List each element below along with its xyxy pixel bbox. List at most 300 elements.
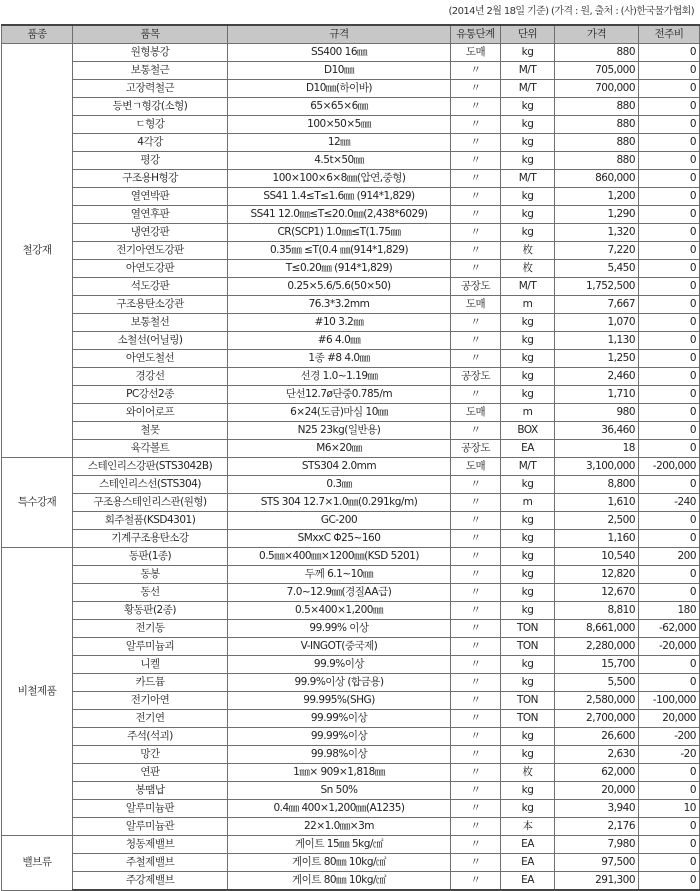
source-note: (2014년 2월 18일 기준) (가격 : 원, 출처 : (사)한국물가협회): [448, 6, 694, 17]
item-name-cell: 와이어로프: [73, 404, 228, 422]
spec-cell: 0.5×400×1,200㎜: [228, 602, 451, 620]
item-name-cell: 소철선(어닐링): [73, 332, 228, 350]
weekly-change-cell: -20: [639, 746, 700, 764]
table-row: [2, 386, 700, 404]
price-cell: 18: [555, 440, 639, 458]
price-cell: 2,700,000: [555, 710, 639, 728]
spec-cell: 12㎜: [228, 134, 451, 152]
price-cell: 7,980: [555, 836, 639, 854]
distribution-stage-cell: 〃: [451, 566, 501, 584]
price-cell: 980: [555, 404, 639, 422]
unit-cell: m: [501, 296, 555, 314]
category-cell: 특수강재: [2, 458, 73, 548]
price-cell: 1,200: [555, 188, 639, 206]
spec-cell: 6×24(도금)마심 10㎜: [228, 404, 451, 422]
unit-cell: TON: [501, 692, 555, 710]
unit-cell: kg: [501, 728, 555, 746]
weekly-change-cell: 20,000: [639, 710, 700, 728]
spec-cell: 99.98%이상: [228, 746, 451, 764]
spec-cell: 0.35㎜ ≤T(0.4 ㎜(914*1,829): [228, 242, 451, 260]
spec-cell: V-INGOT(중국제): [228, 638, 451, 656]
distribution-stage-cell: 〃: [451, 242, 501, 260]
distribution-stage-cell: 〃: [451, 206, 501, 224]
distribution-stage-cell: 〃: [451, 62, 501, 80]
item-name-cell: 냉연강판: [73, 224, 228, 242]
item-name-cell: 알루미늄관: [73, 818, 228, 836]
price-cell: 1,070: [555, 314, 639, 332]
table-row: [2, 512, 700, 530]
unit-cell: kg: [501, 314, 555, 332]
unit-cell: BOX: [501, 422, 555, 440]
distribution-stage-cell: 〃: [451, 422, 501, 440]
price-cell: 1,130: [555, 332, 639, 350]
unit-cell: kg: [501, 584, 555, 602]
unit-cell: kg: [501, 188, 555, 206]
weekly-change-cell: 0: [639, 62, 700, 80]
weekly-change-cell: 0: [639, 242, 700, 260]
table-row: [2, 764, 700, 782]
distribution-stage-cell: 〃: [451, 260, 501, 278]
unit-cell: EA: [501, 440, 555, 458]
weekly-change-cell: 0: [639, 656, 700, 674]
distribution-stage-cell: 〃: [451, 674, 501, 692]
distribution-stage-cell: 〃: [451, 836, 501, 854]
weekly-change-cell: 0: [639, 836, 700, 854]
item-name-cell: 주석(석괴): [73, 728, 228, 746]
weekly-change-cell: 0: [639, 98, 700, 116]
weekly-change-cell: 0: [639, 134, 700, 152]
weekly-change-cell: 0: [639, 674, 700, 692]
column-header-price: 가격: [555, 25, 639, 44]
column-header-spec: 규격: [228, 25, 451, 44]
item-name-cell: 열연박판: [73, 188, 228, 206]
item-name-cell: 동판(1종): [73, 548, 228, 566]
unit-cell: 枚: [501, 260, 555, 278]
weekly-change-cell: 0: [639, 476, 700, 494]
unit-cell: kg: [501, 116, 555, 134]
unit-cell: kg: [501, 602, 555, 620]
column-header-distribution: 유통단계: [451, 25, 501, 44]
distribution-stage-cell: 〃: [451, 782, 501, 800]
table-row: [2, 620, 700, 638]
item-name-cell: 아연도철선: [73, 350, 228, 368]
price-cell: 2,580,000: [555, 692, 639, 710]
price-cell: 62,000: [555, 764, 639, 782]
spec-cell: 100×100×6×8㎜(압연,중형): [228, 170, 451, 188]
spec-cell: 1종 #8 4.0㎜: [228, 350, 451, 368]
item-name-cell: 4각강: [73, 134, 228, 152]
table-row: [2, 188, 700, 206]
table-row: [2, 818, 700, 836]
category-cell: 철강재: [2, 44, 73, 458]
weekly-change-cell: 0: [639, 764, 700, 782]
unit-cell: 枚: [501, 242, 555, 260]
table-row: [2, 152, 700, 170]
table-row: [2, 62, 700, 80]
table-row: [2, 782, 700, 800]
distribution-stage-cell: 〃: [451, 134, 501, 152]
price-cell: 8,800: [555, 476, 639, 494]
distribution-stage-cell: 〃: [451, 854, 501, 872]
column-header-item: 품목: [73, 25, 228, 44]
item-name-cell: 전기연: [73, 710, 228, 728]
distribution-stage-cell: 〃: [451, 872, 501, 891]
distribution-stage-cell: 〃: [451, 638, 501, 656]
item-name-cell: 고장력철근: [73, 80, 228, 98]
price-cell: 880: [555, 44, 639, 62]
weekly-change-cell: 0: [639, 80, 700, 98]
unit-cell: 本: [501, 818, 555, 836]
spec-cell: 선경 1.0~1.19㎜: [228, 368, 451, 386]
unit-cell: m: [501, 404, 555, 422]
table-row: [2, 206, 700, 224]
spec-cell: 7.0~12.9㎜(경질AA급): [228, 584, 451, 602]
unit-cell: M/T: [501, 458, 555, 476]
spec-cell: SS41 1.4≤T≤1.6㎜ (914*1,829): [228, 188, 451, 206]
distribution-stage-cell: 도매: [451, 404, 501, 422]
unit-cell: TON: [501, 638, 555, 656]
unit-cell: kg: [501, 476, 555, 494]
table-row: [2, 494, 700, 512]
weekly-change-cell: 0: [639, 332, 700, 350]
weekly-change-cell: 0: [639, 296, 700, 314]
item-name-cell: 회주철품(KSD4301): [73, 512, 228, 530]
unit-cell: kg: [501, 674, 555, 692]
spec-cell: T≤0.20㎜ (914*1,829): [228, 260, 451, 278]
table-row: [2, 314, 700, 332]
item-name-cell: 구조용H형강: [73, 170, 228, 188]
unit-cell: EA: [501, 854, 555, 872]
distribution-stage-cell: 〃: [451, 530, 501, 548]
table-row: [2, 548, 700, 566]
distribution-stage-cell: 〃: [451, 548, 501, 566]
weekly-change-cell: 0: [639, 152, 700, 170]
spec-cell: 게이트 15㎜ 5kg/㎠: [228, 836, 451, 854]
table-row: [2, 278, 700, 296]
weekly-change-cell: -100,000: [639, 692, 700, 710]
spec-cell: 99.99% 이상: [228, 620, 451, 638]
price-cell: 700,000: [555, 80, 639, 98]
item-name-cell: 석도강판: [73, 278, 228, 296]
price-table: [1, 24, 700, 891]
spec-cell: 65×65×6㎜: [228, 98, 451, 116]
distribution-stage-cell: 〃: [451, 188, 501, 206]
spec-cell: Sn 50%: [228, 782, 451, 800]
weekly-change-cell: 0: [639, 854, 700, 872]
price-cell: 7,220: [555, 242, 639, 260]
weekly-change-cell: 0: [639, 782, 700, 800]
table-row: [2, 872, 700, 891]
item-name-cell: 전기아연: [73, 692, 228, 710]
item-name-cell: 스테인리스선(STS304): [73, 476, 228, 494]
weekly-change-cell: 10: [639, 800, 700, 818]
spec-cell: 99.99%이상: [228, 710, 451, 728]
price-cell: 880: [555, 98, 639, 116]
weekly-change-cell: -240: [639, 494, 700, 512]
unit-cell: m: [501, 494, 555, 512]
distribution-stage-cell: 〃: [451, 476, 501, 494]
price-cell: 1,290: [555, 206, 639, 224]
table-row: [2, 80, 700, 98]
spec-cell: STS 304 12.7×1.0㎜(0.291kg/m): [228, 494, 451, 512]
distribution-stage-cell: 〃: [451, 80, 501, 98]
table-row: [2, 602, 700, 620]
weekly-change-cell: 0: [639, 260, 700, 278]
unit-cell: kg: [501, 368, 555, 386]
spec-cell: CR(SCP1) 1.0㎜≤T(1.75㎜: [228, 224, 451, 242]
unit-cell: kg: [501, 98, 555, 116]
price-cell: 1,710: [555, 386, 639, 404]
price-cell: 8,661,000: [555, 620, 639, 638]
unit-cell: M/T: [501, 278, 555, 296]
price-cell: 7,667: [555, 296, 639, 314]
weekly-change-cell: 0: [639, 116, 700, 134]
unit-cell: M/T: [501, 170, 555, 188]
table-header-row: [2, 25, 700, 44]
weekly-change-cell: 0: [639, 278, 700, 296]
table-row: [2, 116, 700, 134]
item-name-cell: 니켈: [73, 656, 228, 674]
distribution-stage-cell: 〃: [451, 692, 501, 710]
item-name-cell: 동선: [73, 584, 228, 602]
price-cell: 20,000: [555, 782, 639, 800]
item-name-cell: 알루미늄괴: [73, 638, 228, 656]
unit-cell: EA: [501, 836, 555, 854]
weekly-change-cell: 0: [639, 440, 700, 458]
item-name-cell: 전기아연도강판: [73, 242, 228, 260]
price-cell: 860,000: [555, 170, 639, 188]
weekly-change-cell: 200: [639, 548, 700, 566]
table-row: [2, 458, 700, 476]
column-header-weekly-change: 전주비: [639, 25, 700, 44]
spec-cell: M6×20㎜: [228, 440, 451, 458]
weekly-change-cell: 0: [639, 170, 700, 188]
price-cell: 26,600: [555, 728, 639, 746]
price-cell: 1,320: [555, 224, 639, 242]
distribution-stage-cell: 도매: [451, 296, 501, 314]
price-cell: 8,810: [555, 602, 639, 620]
item-name-cell: 망간: [73, 746, 228, 764]
unit-cell: EA: [501, 872, 555, 891]
distribution-stage-cell: 공장도: [451, 440, 501, 458]
price-cell: 3,940: [555, 800, 639, 818]
column-header-unit: 단위: [501, 25, 555, 44]
spec-cell: 99.9%이상 (합금용): [228, 674, 451, 692]
distribution-stage-cell: 〃: [451, 728, 501, 746]
price-cell: 12,820: [555, 566, 639, 584]
item-name-cell: 육각볼트: [73, 440, 228, 458]
spec-cell: #10 3.2㎜: [228, 314, 451, 332]
weekly-change-cell: 0: [639, 206, 700, 224]
table-row: [2, 350, 700, 368]
spec-cell: 1㎜× 909×1,818㎜: [228, 764, 451, 782]
item-name-cell: 카드뮴: [73, 674, 228, 692]
item-name-cell: 열연후판: [73, 206, 228, 224]
weekly-change-cell: 0: [639, 350, 700, 368]
table-row: [2, 170, 700, 188]
price-cell: 705,000: [555, 62, 639, 80]
unit-cell: kg: [501, 800, 555, 818]
table-row: [2, 476, 700, 494]
unit-cell: kg: [501, 512, 555, 530]
distribution-stage-cell: 〃: [451, 332, 501, 350]
unit-cell: 枚: [501, 764, 555, 782]
distribution-stage-cell: 〃: [451, 314, 501, 332]
spec-cell: STS304 2.0mm: [228, 458, 451, 476]
price-cell: 12,670: [555, 584, 639, 602]
price-cell: 880: [555, 116, 639, 134]
distribution-stage-cell: 〃: [451, 602, 501, 620]
weekly-change-cell: 0: [639, 566, 700, 584]
table-row: [2, 674, 700, 692]
column-header-category: 품종: [2, 25, 73, 44]
item-name-cell: 주철제밸브: [73, 854, 228, 872]
distribution-stage-cell: 〃: [451, 116, 501, 134]
price-cell: 3,100,000: [555, 458, 639, 476]
price-cell: 1,752,500: [555, 278, 639, 296]
item-name-cell: 스테인리스강판(STS3042B): [73, 458, 228, 476]
spec-cell: 22×1.0㎜×3m: [228, 818, 451, 836]
unit-cell: M/T: [501, 62, 555, 80]
unit-cell: kg: [501, 548, 555, 566]
spec-cell: 4.5t×50㎜: [228, 152, 451, 170]
price-cell: 2,176: [555, 818, 639, 836]
table-row: [2, 530, 700, 548]
spec-cell: SS400 16㎜: [228, 44, 451, 62]
distribution-stage-cell: 도매: [451, 458, 501, 476]
item-name-cell: 연판: [73, 764, 228, 782]
spec-cell: 0.5㎜×400㎜×1200㎜(KSD 5201): [228, 548, 451, 566]
item-name-cell: 철못: [73, 422, 228, 440]
table-row: [2, 566, 700, 584]
spec-cell: 76.3*3.2mm: [228, 296, 451, 314]
table-row: [2, 224, 700, 242]
distribution-stage-cell: 〃: [451, 152, 501, 170]
table-row: [2, 422, 700, 440]
weekly-change-cell: 0: [639, 530, 700, 548]
table-row: [2, 710, 700, 728]
distribution-stage-cell: 〃: [451, 620, 501, 638]
item-name-cell: ㄷ형강: [73, 116, 228, 134]
table-row: [2, 836, 700, 854]
category-cell: 비철제품: [2, 548, 73, 836]
table-row: [2, 692, 700, 710]
table-row: [2, 332, 700, 350]
distribution-stage-cell: 〃: [451, 350, 501, 368]
item-name-cell: 알루미늄판: [73, 800, 228, 818]
price-cell: 2,630: [555, 746, 639, 764]
table-row: [2, 260, 700, 278]
unit-cell: kg: [501, 530, 555, 548]
item-name-cell: 봉땜납: [73, 782, 228, 800]
distribution-stage-cell: 〃: [451, 170, 501, 188]
unit-cell: TON: [501, 620, 555, 638]
spec-cell: D10㎜: [228, 62, 451, 80]
spec-cell: 99.99%이상: [228, 728, 451, 746]
weekly-change-cell: 0: [639, 224, 700, 242]
unit-cell: kg: [501, 152, 555, 170]
unit-cell: kg: [501, 224, 555, 242]
weekly-change-cell: 0: [639, 512, 700, 530]
unit-cell: kg: [501, 206, 555, 224]
unit-cell: kg: [501, 656, 555, 674]
table-body: [2, 44, 700, 891]
weekly-change-cell: 0: [639, 188, 700, 206]
spec-cell: 99.9%이상: [228, 656, 451, 674]
distribution-stage-cell: 〃: [451, 818, 501, 836]
table-row: [2, 854, 700, 872]
weekly-change-cell: 0: [639, 872, 700, 891]
table-row: [2, 656, 700, 674]
spec-cell: SMxxC Φ25~160: [228, 530, 451, 548]
weekly-change-cell: -62,000: [639, 620, 700, 638]
distribution-stage-cell: 〃: [451, 746, 501, 764]
price-cell: 1,160: [555, 530, 639, 548]
item-name-cell: 동봉: [73, 566, 228, 584]
table-row: [2, 728, 700, 746]
spec-cell: 100×50×5㎜: [228, 116, 451, 134]
distribution-stage-cell: 〃: [451, 386, 501, 404]
price-cell: 5,450: [555, 260, 639, 278]
spec-cell: N25 23kg(일반용): [228, 422, 451, 440]
price-cell: 36,460: [555, 422, 639, 440]
item-name-cell: 구조용스테인리스관(원형): [73, 494, 228, 512]
distribution-stage-cell: 공장도: [451, 368, 501, 386]
table-row: [2, 638, 700, 656]
distribution-stage-cell: 〃: [451, 98, 501, 116]
weekly-change-cell: 0: [639, 818, 700, 836]
weekly-change-cell: 0: [639, 386, 700, 404]
spec-cell: 두께 6.1~10㎜: [228, 566, 451, 584]
spec-cell: 단선12.7ø단중0.785/m: [228, 386, 451, 404]
distribution-stage-cell: 도매: [451, 44, 501, 62]
weekly-change-cell: 0: [639, 368, 700, 386]
item-name-cell: 경강선: [73, 368, 228, 386]
spec-cell: SS41 12.0㎜≤T≤20.0㎜(2,438*6029): [228, 206, 451, 224]
spec-cell: D10㎜(하이바): [228, 80, 451, 98]
spec-cell: GC-200: [228, 512, 451, 530]
table-row: [2, 98, 700, 116]
unit-cell: kg: [501, 350, 555, 368]
distribution-stage-cell: 〃: [451, 710, 501, 728]
table-row: [2, 44, 700, 62]
spec-cell: 0.3㎜: [228, 476, 451, 494]
table-row: [2, 368, 700, 386]
unit-cell: kg: [501, 44, 555, 62]
distribution-stage-cell: 〃: [451, 800, 501, 818]
table-row: [2, 404, 700, 422]
price-cell: 880: [555, 152, 639, 170]
unit-cell: kg: [501, 386, 555, 404]
distribution-stage-cell: 〃: [451, 764, 501, 782]
weekly-change-cell: -20,000: [639, 638, 700, 656]
unit-cell: kg: [501, 782, 555, 800]
item-name-cell: 보통철선: [73, 314, 228, 332]
table-row: [2, 584, 700, 602]
price-cell: 880: [555, 134, 639, 152]
item-name-cell: 보통철근: [73, 62, 228, 80]
distribution-stage-cell: 공장도: [451, 278, 501, 296]
item-name-cell: 기계구조용탄소강: [73, 530, 228, 548]
table-row: [2, 242, 700, 260]
item-name-cell: PC강선2종: [73, 386, 228, 404]
item-name-cell: 등변ㄱ형강(소형): [73, 98, 228, 116]
item-name-cell: 전기동: [73, 620, 228, 638]
spec-cell: #6 4.0㎜: [228, 332, 451, 350]
weekly-change-cell: -200: [639, 728, 700, 746]
distribution-stage-cell: 〃: [451, 656, 501, 674]
price-cell: 97,500: [555, 854, 639, 872]
